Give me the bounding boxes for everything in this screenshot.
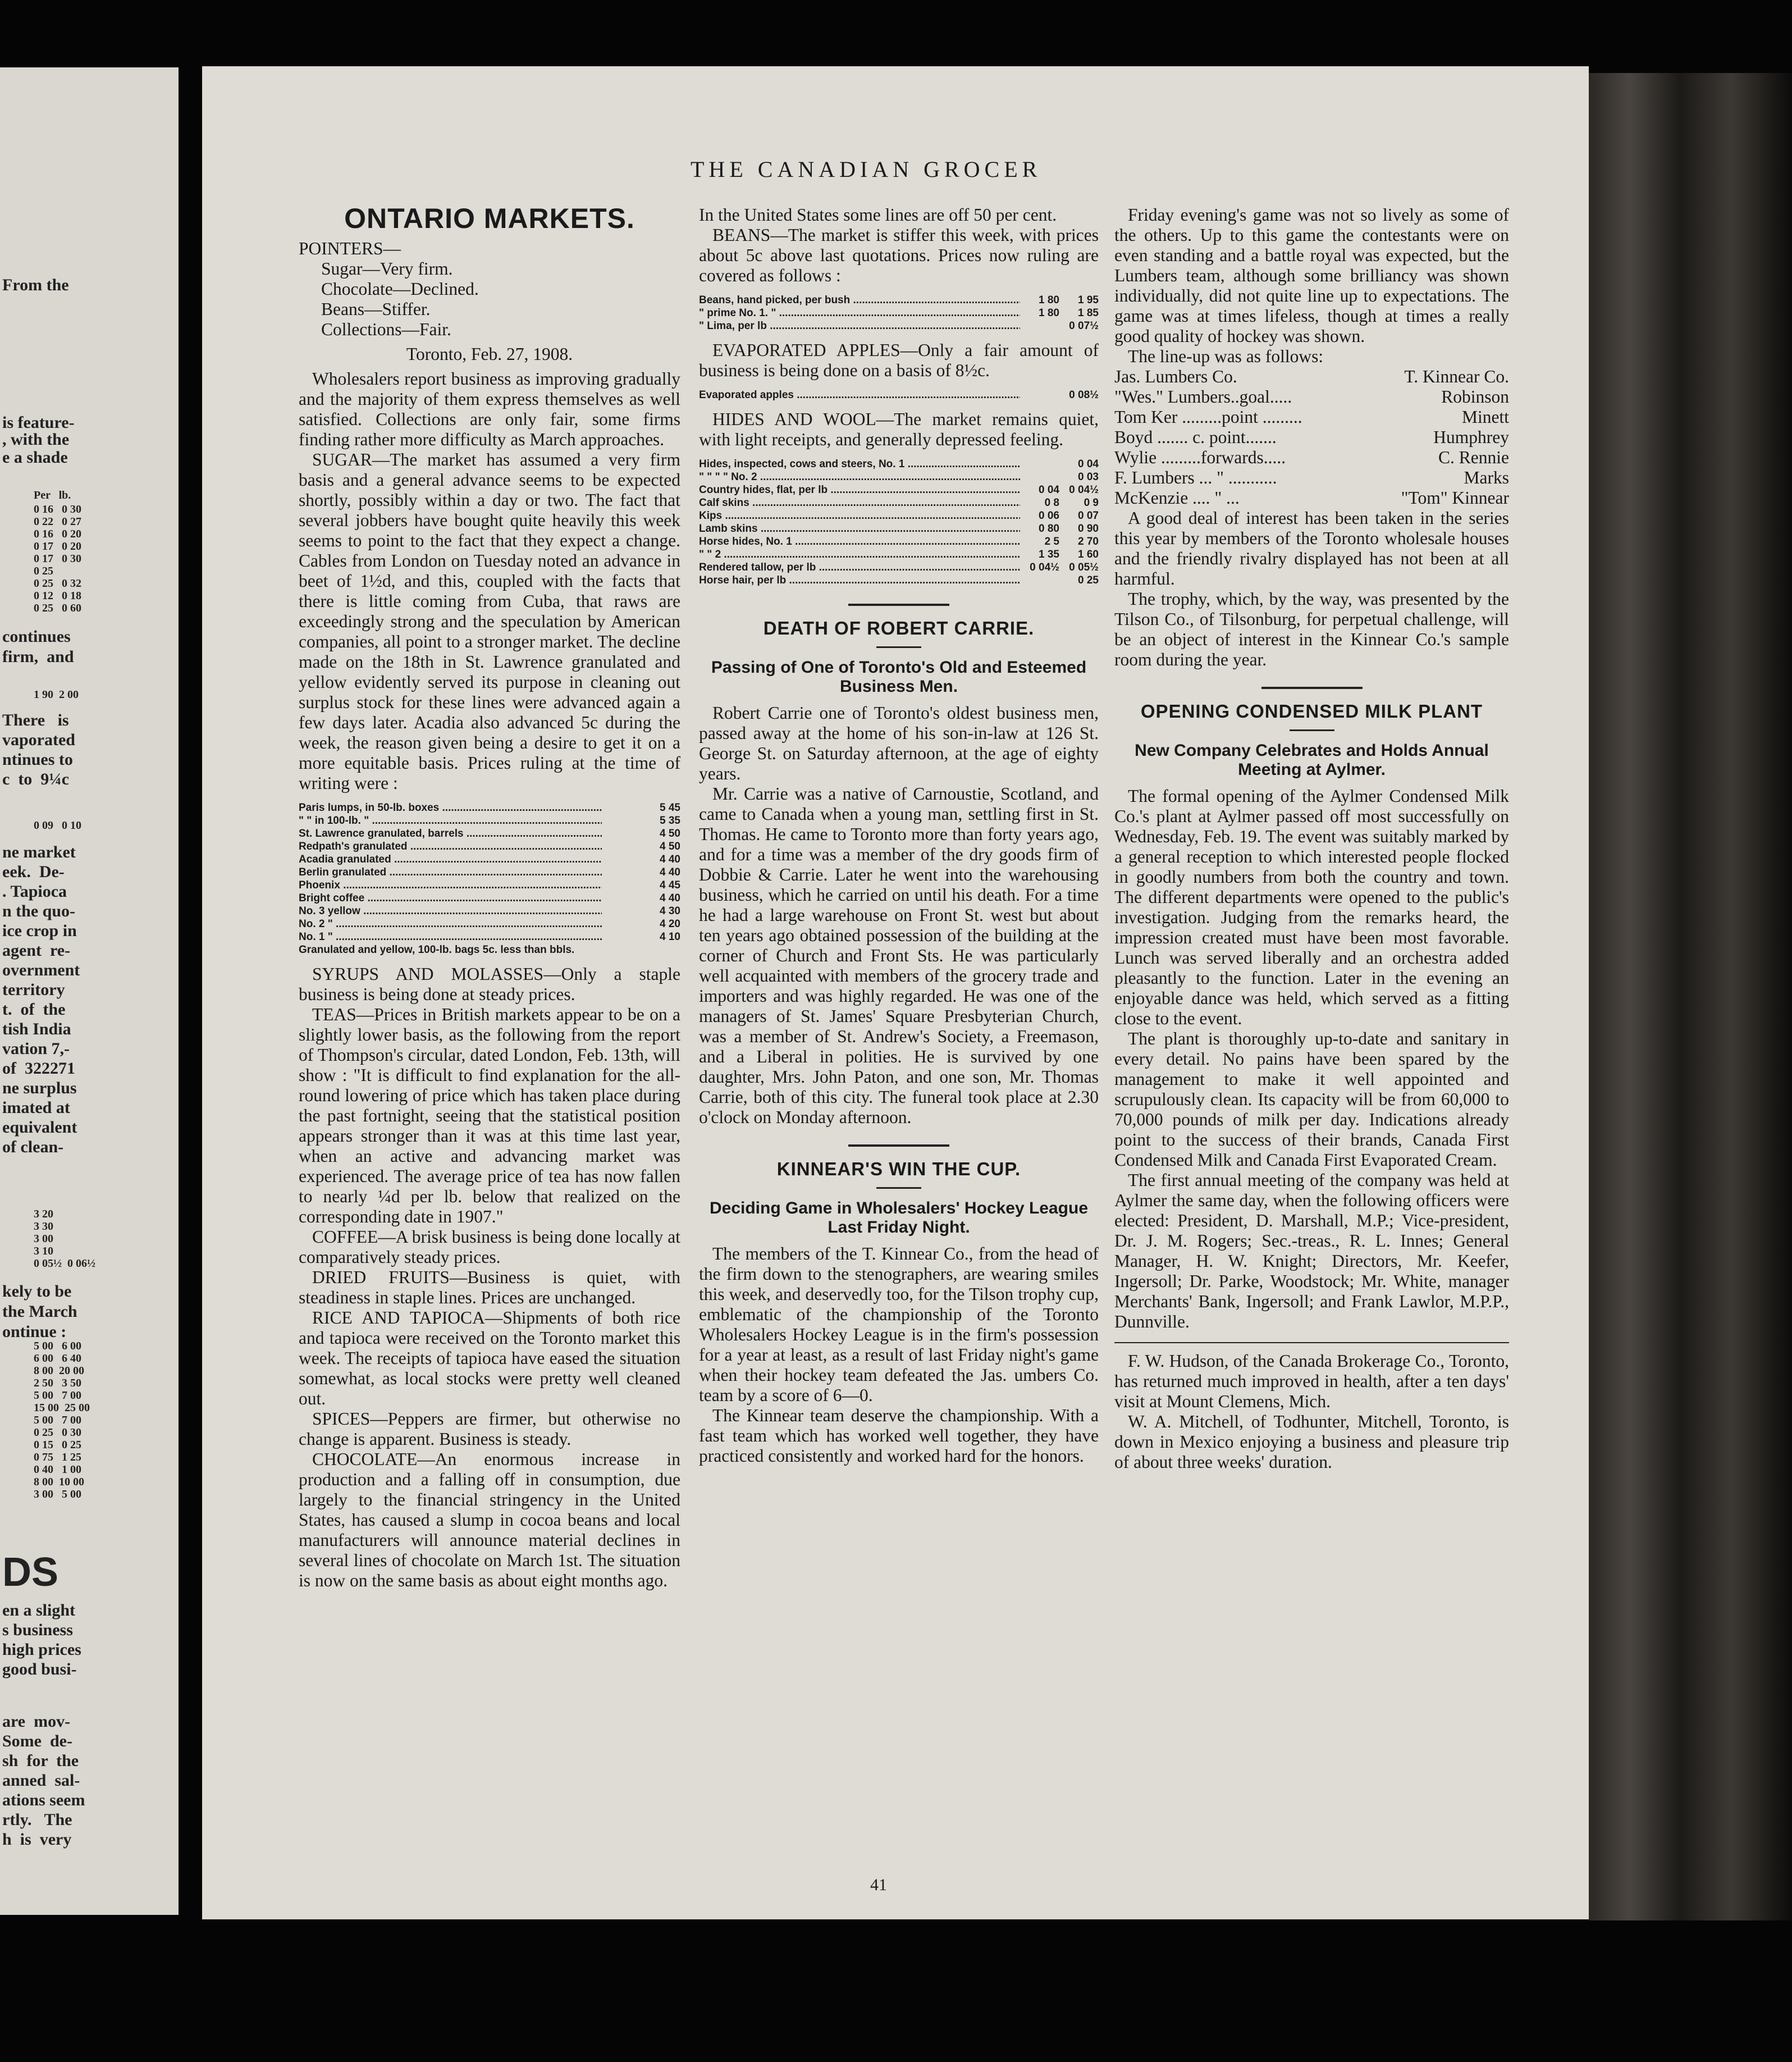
- milk-plant-title: OPENING CONDENSED MILK PLANT: [1140, 701, 1483, 722]
- dateline: Toronto, Feb. 27, 1908.: [406, 344, 573, 364]
- price-low: 0 80: [1039, 523, 1059, 535]
- milk-paragraph: The plant is thoroughly up-to-date and sanitary in every detail. No pains have been spared by the management to make it well appointed and scrupulously clean. Its capacity will be from 60,000 to 70,000 pounds of milk per day. Indications already point to the success of their brands, Canada First Condensed Milk and Canada First Evaporated Cream.: [1114, 1029, 1509, 1170]
- price-label: Calf skins .....: [699, 496, 1020, 509]
- price-high: 0 08½: [1069, 389, 1099, 401]
- left-page-text: 3 20: [34, 1208, 53, 1220]
- price-low: [602, 840, 641, 853]
- lineup-right: Humphrey: [1433, 427, 1509, 447]
- left-page-text: continues: [2, 627, 71, 646]
- kinnear-paragraph: A good deal of interest has been taken in the series this year by members of the Toronto wholesale houses and the friendly rivalry displayed has not been at all harmful.: [1114, 508, 1509, 589]
- price-row: [299, 879, 680, 892]
- lineup-row: [1114, 407, 1509, 427]
- price-row: [699, 307, 1099, 320]
- left-page-text: 0 75 1 25: [34, 1451, 81, 1463]
- left-page-text: 0 17 0 20: [34, 540, 81, 553]
- lineup-row: [1114, 427, 1509, 448]
- lineup-right: Marks: [1464, 468, 1509, 487]
- running-head: THE CANADIAN GROCER: [691, 157, 1042, 182]
- price-label: Evaporated apples .....: [699, 389, 1020, 402]
- left-page-text: ice crop in: [2, 921, 77, 940]
- left-page-text: 0 12 0 18: [34, 590, 81, 602]
- left-page-text: 3 00: [34, 1233, 53, 1245]
- spices-paragraph: SPICES—Peppers are firmer, but otherwise no change is apparent. Business is steady.: [299, 1409, 680, 1449]
- price-label: " " " " No. 2 .....: [699, 471, 1020, 483]
- left-page-text: e a shade: [2, 448, 68, 467]
- rice-tapioca-paragraph: RICE AND TAPIOCA—Shipments of both rice and tapioca were received on the Toronto market this week. The receipts of tapioca have eased the situation somewhat, as local stocks were pretty well cleaned out.: [299, 1308, 680, 1408]
- price-low: [602, 853, 641, 866]
- price-label: No. 2 " .....: [299, 918, 602, 930]
- left-page-text: 5 00 7 00: [34, 1414, 81, 1426]
- section-divider: [1114, 1342, 1509, 1343]
- left-page-text: good busi-: [2, 1660, 77, 1678]
- column-2: [699, 205, 1099, 1466]
- left-page-text: 0 09 0 10: [34, 819, 81, 832]
- lineup-right: "Tom" Kinnear: [1401, 488, 1509, 508]
- left-page-text: 0 15 0 25: [34, 1439, 81, 1451]
- price-row: [699, 535, 1099, 548]
- price-low: 2 5: [1044, 536, 1059, 548]
- left-page-text: tish India: [2, 1020, 71, 1038]
- lineup-right: C. Rennie: [1438, 448, 1509, 467]
- price-label: Berlin granulated .....: [299, 866, 602, 879]
- left-page-text: sh for the: [2, 1751, 79, 1770]
- price-label: Acadia granulated .....: [299, 853, 602, 866]
- price-low: [1020, 458, 1059, 471]
- price-label: No. 1 " .....: [299, 930, 602, 943]
- kinnear-title: KINNEAR'S WIN THE CUP.: [776, 1158, 1021, 1179]
- left-page-text: ations seem: [2, 1791, 85, 1809]
- beans-paragraph: BEANS—The market is stiffer this week, with prices about 5c above last quotations. Prices now ruling are covered as follows :: [699, 225, 1099, 285]
- price-low: [602, 827, 641, 840]
- left-page-text: 0 25: [34, 565, 53, 577]
- lineup-left: McKenzie .... " ...: [1114, 488, 1240, 508]
- pointers-box: [299, 239, 680, 340]
- price-row: [299, 840, 680, 853]
- price-high: 4 40: [660, 892, 680, 904]
- milk-paragraph: The formal opening of the Aylmer Condensed Milk Co.'s plant at Aylmer passed off most successfully on Wednesday, Feb. 19. The event was suitably marked by a general reception to which interested people flocked in goodly numbers from both the country and town. The different departments were opened to the public's investigation. Judging from the remarks heard, the impression created must have been most favorable. Lunch was served liberally and an orchestra added pleasantly to the function. Later in the evening an enjoyable dance was held, which served as a fitting close to the event.: [1114, 786, 1509, 1028]
- price-row: [699, 574, 1099, 587]
- left-page-text: 0 17 0 30: [34, 553, 81, 565]
- price-low: [1020, 320, 1059, 332]
- lineup-head: [1114, 367, 1509, 387]
- price-label: Kips .....: [699, 509, 1020, 522]
- kinnear-paragraph: The line-up was as follows:: [1128, 346, 1324, 366]
- price-label: " prime No. 1. " .....: [699, 307, 1020, 320]
- left-page-text: en a slight: [2, 1601, 76, 1620]
- price-label: Lamb skins .....: [699, 522, 1020, 535]
- price-label: Horse hides, No. 1 .....: [699, 535, 1020, 548]
- short-divider: [1290, 729, 1334, 731]
- lineup-left: F. Lumbers ... " ...........: [1114, 468, 1277, 487]
- continued-paragraph: In the United States some lines are off 50 per cent.: [699, 205, 1057, 225]
- price-row: [299, 918, 680, 930]
- left-page-text: 6 00 6 40: [34, 1352, 81, 1365]
- price-high: 4 50: [660, 841, 680, 852]
- price-low: [602, 905, 641, 918]
- left-page-text: 0 22 0 27: [34, 516, 81, 528]
- left-page-text: , with the: [2, 430, 70, 449]
- price-high: 0 07½: [1069, 320, 1099, 332]
- lineup-left: Boyd ....... c. point.......: [1114, 427, 1277, 447]
- price-row: [699, 320, 1099, 332]
- left-page-text: ntinues to: [2, 750, 73, 769]
- left-page-text: . Tapioca: [2, 882, 67, 901]
- price-low: [602, 879, 641, 892]
- left-page-text: There is: [2, 711, 69, 729]
- left-page-text: s business: [2, 1621, 73, 1639]
- price-low: 1 80: [1039, 294, 1059, 306]
- price-label: Rendered tallow, per lb .....: [699, 561, 1020, 574]
- left-page-text: Per lb.: [34, 489, 71, 501]
- lineup-right: Robinson: [1441, 387, 1509, 407]
- lineup-row: [1114, 468, 1509, 488]
- price-label: " " 2 .....: [699, 548, 1020, 561]
- price-high: 4 30: [660, 905, 680, 917]
- price-label: Country hides, flat, per lb .....: [699, 483, 1020, 496]
- price-high: 0 05½: [1069, 562, 1099, 573]
- section-divider: [848, 1144, 949, 1147]
- price-high: 4 50: [660, 828, 680, 840]
- left-page-text: the March: [2, 1302, 77, 1321]
- price-label: Horse hair, per lb .....: [699, 574, 1020, 587]
- lineup-table: [1114, 367, 1509, 508]
- price-low: [602, 814, 641, 827]
- price-low: [1020, 574, 1059, 587]
- chocolate-paragraph: CHOCOLATE—An enormous increase in production and a falling off in consumption, due largely to the financial stringency in the United States, has caused a slump in cocoa beans and local manufacturers will announce material declines in several lines of chocolate on March 1st. The situation is now on the same basis as about eight months ago.: [299, 1449, 680, 1590]
- price-high: 0 04: [1078, 458, 1099, 470]
- coffee-paragraph: COFFEE—A brisk business is being done locally at comparatively steady prices.: [299, 1227, 680, 1267]
- price-row: [299, 827, 680, 840]
- price-row: [699, 496, 1099, 509]
- left-page-text: 8 00 10 00: [34, 1476, 84, 1488]
- ontario-markets-title: ONTARIO MARKETS.: [344, 203, 635, 234]
- price-high: 4 20: [660, 918, 680, 930]
- price-low: 0 04: [1039, 484, 1059, 496]
- left-page-text: 3 30: [34, 1220, 53, 1233]
- hides-wool-paragraph: HIDES AND WOOL—The market remains quiet, with light receipts, and generally depressed feeling.: [699, 409, 1099, 449]
- dried-fruits-paragraph: DRIED FRUITS—Business is quiet, with steadiness in staple lines. Prices are unchanged.: [299, 1267, 680, 1307]
- price-label: St. Lawrence granulated, barrels .....: [299, 827, 602, 840]
- left-page-text: 0 16 0 30: [34, 503, 81, 516]
- carrie-paragraph: Robert Carrie one of Toronto's oldest business men, passed away at the home of his son-in-law at 126 St. George St. on Saturday afternoon, at the age of eighty years.: [699, 703, 1099, 783]
- personal-note: F. W. Hudson, of the Canada Brokerage Co., Toronto, has returned much improved in health, after a ten days' visit at Mount Clemens, Mich.: [1114, 1351, 1509, 1411]
- sugar-price-table: [299, 801, 680, 956]
- left-page-text: eek. De-: [2, 863, 65, 881]
- pointer-item: Chocolate—Declined.: [321, 279, 479, 299]
- personal-note: W. A. Mitchell, of Todhunter, Mitchell, Toronto, is down in Mexico enjoying a business and pleasure trip of about three weeks' duration.: [1114, 1412, 1509, 1472]
- column-1: [299, 205, 680, 1591]
- left-page-text: agent re-: [2, 941, 71, 960]
- sugar-paragraph: SUGAR—The market has assumed a very firm basis and a general advance seems to be expected shortly, possibly within a day or two. The fact that several jobbers have bought quite heavily this week seems to point to the fact that they expect a change. Cables from London on Tuesday noted an advance in beet of 1½d, and this, coupled with the facts that there is little coming from Cuba, that raws are exceedingly strong and the speculation by American companies, all point to a stronger market. The decline made on the 18th in St. Lawrence granulated and yellow evidently served its purpose in cleaning out surplus stock for these lines were advanced again a few days later. Acadia also advanced 5c during the week, the reason given being a desire to get it on a more equitable basis. Prices ruling at the time of writing were :: [299, 450, 680, 793]
- carrie-subtitle: Passing of One of Toronto's Old and Esteemed Business Men.: [711, 658, 1087, 696]
- left-page-text: ne surplus: [2, 1079, 77, 1097]
- left-page-text: 5 00 6 00: [34, 1340, 81, 1352]
- short-divider: [876, 1187, 921, 1189]
- left-page-text: 15 00 25 00: [34, 1402, 90, 1414]
- beans-price-table: [699, 294, 1099, 332]
- left-page-text: DS: [2, 1550, 59, 1595]
- price-high: 0 04½: [1069, 484, 1099, 496]
- left-page-text: ne market: [2, 843, 76, 861]
- price-row: [699, 561, 1099, 574]
- kinnear-paragraph: Friday evening's game was not so lively as some of the others. Up to this game the contestants were on even standing and a battle royal was expected, but the Lumbers team, although some brilliancy was shown individually, did not quite line up to expectations. The game was at times lifeless, though at times a really good quality of hockey was shown.: [1114, 205, 1509, 346]
- lineup-row: [1114, 387, 1509, 407]
- price-high: 4 45: [660, 879, 680, 891]
- price-high: 4 40: [660, 854, 680, 865]
- price-row: [699, 458, 1099, 471]
- left-page-text: of clean-: [2, 1138, 64, 1156]
- price-row: [699, 522, 1099, 535]
- price-row: [299, 814, 680, 827]
- left-page-text: overnment: [2, 961, 80, 979]
- left-page-text: n the quo-: [2, 902, 76, 920]
- price-low: [1020, 389, 1059, 402]
- lineup-row: [1114, 488, 1509, 508]
- lineup-left: "Wes." Lumbers..goal.....: [1114, 387, 1292, 407]
- price-high: 1 60: [1078, 549, 1099, 560]
- left-page-text: 8 00 20 00: [34, 1365, 84, 1377]
- left-page-text: 0 05½ 0 06½: [34, 1257, 95, 1270]
- milk-plant-subtitle: New Company Celebrates and Holds Annual Meeting at Aylmer.: [1135, 741, 1489, 779]
- price-row: [699, 483, 1099, 496]
- syrups-paragraph: SYRUPS AND MOLASSES—Only a staple business is being done at steady prices.: [299, 964, 680, 1004]
- price-high: 1 95: [1078, 294, 1099, 306]
- milk-paragraph: The first annual meeting of the company was held at Aylmer the same day, when the following officers were elected: President, D. Marshall, M.P.; Vice-president, Dr. J. M. Rogers; Sec.-treas., R. L. Innes; General Manager, H. W. Knight; Directors, Mr. Keefer, Ingersoll; Dr. Parke, Woodstock; Mr. White, manager Merchants' Bank, Ingersoll; and Frank Lawlor, M.P.P., Dunnville.: [1114, 1170, 1509, 1331]
- intro-paragraph: Wholesalers report business as improving gradually and the majority of them express themselves as well satisfied. Collections are only fair, some firms finding rather more difficulty as March approaches.: [299, 369, 680, 449]
- left-page-text: 0 25 0 60: [34, 602, 81, 614]
- price-low: [602, 918, 641, 930]
- price-low: [1020, 471, 1059, 483]
- price-high: 4 10: [660, 931, 680, 943]
- carrie-title: DEATH OF ROBERT CARRIE.: [763, 618, 1035, 638]
- price-high: 2 70: [1078, 536, 1099, 548]
- kinnear-paragraph: The trophy, which, by the way, was presented by the Tilson Co., of Tilsonburg, for perpetual challenge, will be an object of interest in the Kinnear Co.'s sample room during the year.: [1114, 589, 1509, 669]
- price-row: [699, 548, 1099, 561]
- price-high: 0 03: [1078, 471, 1099, 483]
- left-page-text: c to 9¼c: [2, 770, 70, 788]
- price-row: [699, 389, 1099, 402]
- page-number: 41: [870, 1876, 887, 1894]
- lineup-head-left: Jas. Lumbers Co.: [1114, 367, 1237, 386]
- price-high: 5 35: [660, 815, 680, 827]
- price-row: [299, 853, 680, 866]
- left-page-text: ontinue :: [2, 1322, 67, 1341]
- left-page-text: is feature-: [2, 413, 75, 432]
- evaporated-apples-paragraph: EVAPORATED APPLES—Only a fair amount of business is being done on a basis of 8½c.: [699, 340, 1099, 380]
- teas-paragraph: TEAS—Prices in British markets appear to be on a slightly lower basis, as the following from the report of Thompson's circular, dated London, Feb. 13th, will show : "It is difficult to find explanation for the all-round lowering of price which has taken place during the past fortnight, seeing that the statistical position appears stronger than it was at this time last year, when an active and advancing market was experienced. The average price of tea has now fallen to nearly ¼d per lb. below that realized on the corresponding date in 1907.": [299, 1005, 680, 1226]
- left-page-text: vaporated: [2, 731, 75, 749]
- left-page-text: equivalent: [2, 1118, 77, 1137]
- price-low: 0 8: [1044, 497, 1059, 509]
- left-page-text: 3 00 5 00: [34, 1488, 81, 1500]
- price-row: [299, 892, 680, 905]
- price-low: [602, 801, 641, 814]
- left-page-text: of 322271: [2, 1059, 75, 1078]
- carrie-paragraph: Mr. Carrie was a native of Carnoustie, Scotland, and came to Canada when a young man, settling first in St. Thomas. He came to Toronto more than forty years ago, and for a time was a member of the dry goods firm of Dobbie & Carrie. Later he went into the warehousing business, which he carried on until his death. For a time he had a large warehouse on Front St. west but about ten years ago obtained possession of the building at the corner of Church and Front Sts. He was particularly well acquainted with members of the grocery trade and importers and was highly regarded. He was one of the managers of St. James' Square Presbyterian Church, was a member of St. Andrew's Society, a Freemason, and a Liberal in polities. He is survived by one daughter, Mrs. John Paton, and one son, Mr. Thomas Carrie, both of this city. The funeral took place at 2.30 o'clock on Monday afternoon.: [699, 784, 1099, 1127]
- evaporated-apples-table: [699, 389, 1099, 402]
- price-high: 1 85: [1078, 307, 1099, 319]
- left-page-text: From the: [2, 276, 69, 294]
- left-page-text: 0 25 0 32: [34, 577, 81, 590]
- price-low: 0 06: [1039, 510, 1059, 522]
- lineup-head-right: T. Kinnear Co.: [1404, 367, 1509, 386]
- price-label: " Lima, per lb .....: [699, 320, 1020, 332]
- left-page-text: 1 90 2 00: [34, 688, 79, 701]
- left-page-fragment: [0, 67, 179, 1915]
- price-label: Beans, hand picked, per bush .....: [699, 294, 1020, 307]
- price-low: 1 80: [1039, 307, 1059, 319]
- price-label: Phoenix .....: [299, 879, 602, 892]
- left-page-text: t. of the: [2, 1000, 66, 1019]
- pointer-item: Beans—Stiffer.: [321, 299, 431, 319]
- short-divider: [876, 646, 921, 648]
- price-row: [299, 866, 680, 879]
- left-page-text: vation 7,-: [2, 1039, 70, 1058]
- section-divider: [848, 604, 949, 606]
- lineup-left: Wylie .........forwards.....: [1114, 448, 1286, 467]
- price-low: [602, 892, 641, 905]
- price-label: No. 3 yellow .....: [299, 905, 602, 918]
- pointer-item: Collections—Fair.: [321, 320, 451, 339]
- left-page-text: imated at: [2, 1098, 70, 1117]
- price-label: Hides, inspected, cows and steers, No. 1 .....: [699, 458, 1020, 471]
- pointers-label: POINTERS—: [299, 239, 401, 258]
- price-label: " " in 100-lb. " .....: [299, 814, 602, 827]
- lineup-left: Tom Ker .........point .........: [1114, 407, 1302, 427]
- hides-price-table: [699, 458, 1099, 587]
- price-row: [699, 294, 1099, 307]
- price-low: 1 35: [1039, 549, 1059, 560]
- section-divider: [1261, 687, 1363, 689]
- lineup-right: Minett: [1462, 407, 1509, 427]
- price-row: [699, 471, 1099, 483]
- price-row: [299, 801, 680, 814]
- left-page-text: are mov-: [2, 1712, 71, 1731]
- price-row: [699, 509, 1099, 522]
- price-high: 0 07: [1078, 510, 1099, 522]
- price-high: 5 45: [660, 802, 680, 814]
- price-high: 0 25: [1078, 574, 1099, 586]
- book-spine: [1589, 73, 1792, 1920]
- left-page-text: 0 16 0 20: [34, 528, 81, 540]
- left-page-text: high prices: [2, 1640, 81, 1659]
- kinnear-subtitle: Deciding Game in Wholesalers' Hockey League Last Friday Night.: [709, 1199, 1089, 1237]
- left-page-text: 0 40 1 00: [34, 1463, 81, 1476]
- kinnear-paragraph: The members of the T. Kinnear Co., from the head of the firm down to the stenographers, are wearing smiles this week, and deservedly too, for the Tilson trophy cup, emblematic of the championship of the Toronto Wholesalers Hockey League is in the firm's possession for a year at least, as a result of last Friday night's game when their hockey team defeated the Jas. umbers Co. team by a score of 6—0.: [699, 1244, 1099, 1405]
- price-high: 4 40: [660, 866, 680, 878]
- left-page-text: anned sal-: [2, 1771, 80, 1790]
- price-high: 0 9: [1084, 497, 1099, 509]
- price-high: 0 90: [1078, 523, 1099, 535]
- left-page-text: territory: [2, 980, 65, 999]
- price-low: [602, 930, 641, 943]
- price-low: 0 04½: [1030, 562, 1059, 573]
- left-page-text: h is very: [2, 1830, 72, 1849]
- left-page-text: Some de-: [2, 1732, 72, 1750]
- column-3: [1114, 205, 1509, 1472]
- left-page-text: 2 50 3 50: [34, 1377, 81, 1389]
- price-low: [602, 866, 641, 879]
- pointer-item: Sugar—Very firm.: [321, 259, 453, 279]
- price-row: [299, 905, 680, 918]
- left-page-text: kely to be: [2, 1282, 72, 1301]
- left-page-text: 3 10: [34, 1245, 53, 1257]
- left-page-text: rtly. The: [2, 1810, 72, 1829]
- left-page-text: 5 00 7 00: [34, 1389, 81, 1402]
- price-label: Bright coffee .....: [299, 892, 602, 905]
- lineup-row: [1114, 448, 1509, 468]
- price-row: [299, 930, 680, 943]
- left-page-text: 0 25 0 30: [34, 1426, 81, 1439]
- sugar-table-note: Granulated and yellow, 100-lb. bags 5c. less than bbls.: [299, 944, 575, 956]
- kinnear-paragraph: The Kinnear team deserve the championship. With a fast team which has worked well together, they have practiced consistently and worked hard for the honors.: [699, 1406, 1099, 1466]
- price-label: Redpath's granulated .....: [299, 840, 602, 853]
- left-page-text: firm, and: [2, 647, 74, 666]
- price-label: Paris lumps, in 50-lb. boxes .....: [299, 801, 602, 814]
